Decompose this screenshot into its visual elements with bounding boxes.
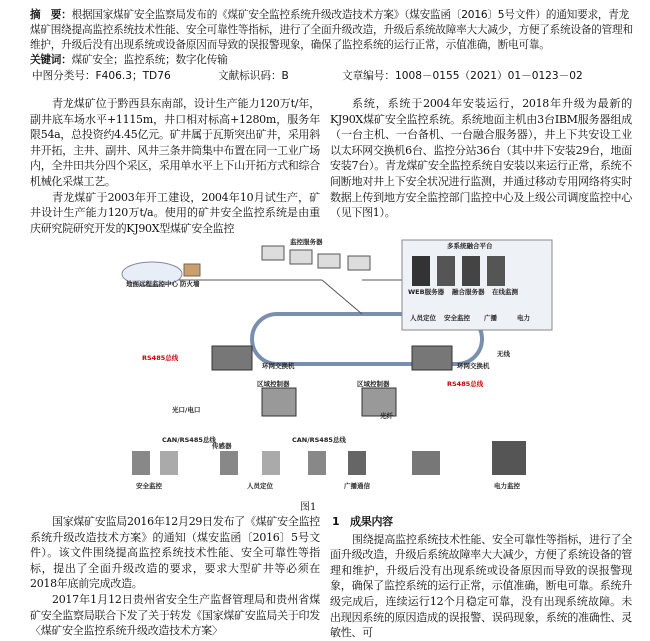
paragraph: 青龙煤矿于2003年开工建设，2004年10月试生产，矿井设计生产能力120万t/a。使用的矿井安全监控系统是由重庆研究院研究开发的KJ90X型煤矿安全监控 bbox=[30, 190, 320, 235]
right-column-lower bbox=[330, 514, 632, 641]
remote-center bbox=[122, 262, 182, 288]
keywords-label: 关键词： bbox=[30, 54, 72, 66]
figure-caption: 图1 bbox=[300, 502, 317, 513]
svg-text:多系统融合平台: 多系统融合平台 bbox=[447, 242, 493, 250]
svg-text:环网交换机: 环网交换机 bbox=[457, 362, 490, 370]
svg-text:RS485总线: RS485总线 bbox=[142, 354, 179, 362]
left-column bbox=[30, 96, 320, 236]
svg-text:地面远程监控中心: 地面远程监控中心 bbox=[126, 280, 178, 288]
svg-text:在线监测: 在线监测 bbox=[492, 288, 518, 296]
keywords: 煤矿安全；监控系统；数字化传输 bbox=[71, 54, 228, 66]
area-controller-2 bbox=[357, 379, 396, 416]
svg-text:光纤: 光纤 bbox=[380, 412, 393, 420]
svg-text:区域控制器: 区域控制器 bbox=[257, 380, 290, 388]
paragraph: 围绕提高监控系统技术性能、安全可靠性等指标，进行了全面升级改造，升级后系统故障率大大减少，方便了系统设备的管理和维护，升级后没有出现系统或设备原因而导致的误报警现象，确保了监控系统的运行正常，示值准确，断电可靠。系统升级完成后，连续运行12个月稳定可靠，没有出现系统故障。未出现因系统的原因造成的误报警、误码现象，系统的准确性、灵敏性、可 bbox=[330, 532, 632, 640]
svg-text:融合服务器: 融合服务器 bbox=[452, 288, 485, 296]
svg-text:安全监控: 安全监控 bbox=[444, 314, 470, 322]
monitor-server bbox=[262, 237, 370, 270]
svg-text:人员定位: 人员定位 bbox=[247, 482, 273, 490]
svg-text:广播通信: 广播通信 bbox=[344, 482, 370, 490]
bottom-devices bbox=[132, 441, 526, 475]
svg-text:区域控制器: 区域控制器 bbox=[357, 380, 390, 388]
svg-text:无线: 无线 bbox=[497, 350, 510, 358]
paragraph: 2017年1月12日贵州省安全生产监督管理局和贵州省煤矿安全监察局联合下发了关于转发《国家煤矿安监局关于印发〈煤矿安全监控系统升级改造技术方案〉 bbox=[30, 592, 320, 638]
area-controller-1 bbox=[257, 379, 296, 416]
svg-text:监控服务器: 监控服务器 bbox=[290, 238, 323, 246]
doc-code: 文献标识码：B bbox=[218, 70, 289, 82]
clc-number: 中图分类号：F406.3；TD76 bbox=[32, 70, 171, 82]
svg-text:防火墙: 防火墙 bbox=[180, 280, 200, 288]
article-number: 文章编号：1008－0155（2021）01－0123－02 bbox=[342, 70, 583, 82]
paragraph: 国家煤矿安监局2016年12月29日发布了《煤矿安全监控系统升级改造技术方案》的通知（煤安监函〔2016〕5号文件）。该文件围绕提高监控系统技术性能、安全可靠性等指标，提出了全面升级改造的要求，要求大型矿井等必须在2018年底前完成改造。 bbox=[30, 515, 320, 591]
system-diagram bbox=[112, 236, 558, 496]
svg-text:传感器: 传感器 bbox=[212, 442, 232, 450]
svg-text:RS485总线: RS485总线 bbox=[447, 380, 484, 388]
svg-text:电力: 电力 bbox=[517, 314, 530, 322]
abstract-label: 摘 要： bbox=[30, 9, 72, 21]
abstract bbox=[30, 8, 635, 68]
section-heading: 1 成果内容 bbox=[332, 515, 393, 528]
paragraph: 青龙煤矿位于黔西县东南部，设计生产能力120万t/年，副井底车场水平+1115m，井口相对标高+1280m，服务年限54a，总投资约4.45亿元。矿井属于瓦斯突出矿井，采用斜井开拓，主井、副井、风井三条井筒集中布置在同一工业广场内，全井田共分四个采区，采用单水平上下山开拓方式和综合机械化采煤工艺。 bbox=[30, 97, 320, 188]
svg-text:CAN/RS485总线: CAN/RS485总线 bbox=[292, 436, 346, 444]
svg-text:安全监控: 安全监控 bbox=[136, 482, 162, 490]
svg-text:环网交换机: 环网交换机 bbox=[262, 362, 295, 370]
left-column-lower bbox=[30, 514, 320, 639]
paragraph: 系统，系统于2004年安装运行，2018年升级为最新的KJ90X煤矿安全监控系统。系统地面主机由3台IBM服务器组成（一台主机、一台备机、一台融合服务器），井上下共安设工业以太环网交换机6台、监控分站36台（其中井下安装29台，地面安装7台）。青龙煤矿安全监控系统自安装以来运行正常，系统不间断地对井上下安全状况进行监测，并通过移动专用网络将实时数据上传到地方安全监控部门监控中心及上级公司调度监控中心（见下图1）。 bbox=[330, 97, 632, 220]
fusion-platform bbox=[402, 240, 552, 330]
firewall-icon bbox=[180, 264, 200, 288]
svg-text:人员定位: 人员定位 bbox=[410, 314, 436, 322]
diagram-svg bbox=[112, 236, 558, 496]
svg-text:广播: 广播 bbox=[484, 314, 497, 322]
svg-text:WEB服务器: WEB服务器 bbox=[408, 288, 445, 296]
svg-text:电力监控: 电力监控 bbox=[494, 482, 520, 490]
svg-text:光口/电口: 光口/电口 bbox=[172, 406, 201, 414]
right-column bbox=[330, 96, 632, 221]
svg-text:CAN/RS485总线: CAN/RS485总线 bbox=[162, 436, 216, 444]
abstract-text: 根据国家煤矿安全监察局发布的《煤矿安全监控系统升级改造技术方案》（煤安监函〔2016〕5号文件）的通知要求，青龙煤矿围绕提高监控系统技术性能、安全可靠性等指标，进行了全面升级改造，升级后系统故障率大大减少，方便了系统设备的管理和维护，升级后没有出现系统或设备原因而导致的误报警现象，确保了监控系统的运行正常，示值准确，断电可靠。 bbox=[30, 9, 633, 51]
